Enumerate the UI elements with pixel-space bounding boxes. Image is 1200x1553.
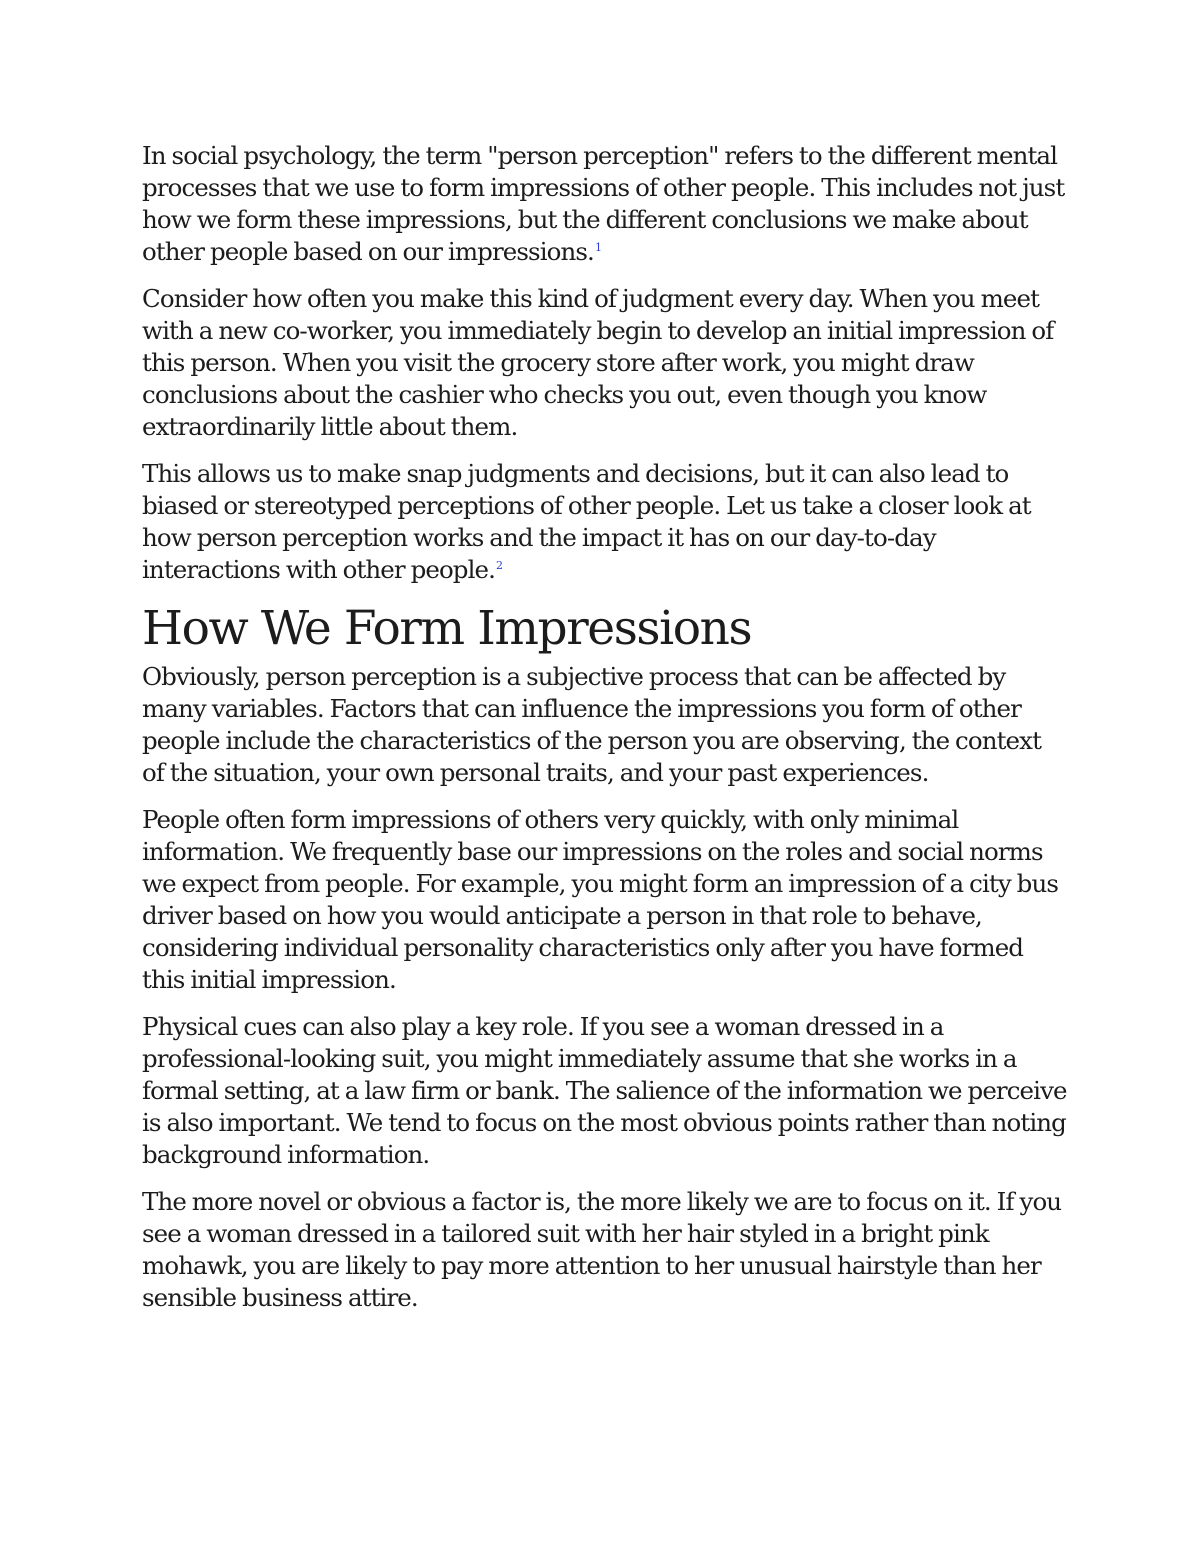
section-paragraph-1: Obviously, person perception is a subjective process that can be affected by many variables. Factors that can influence the impressions you form of other people include the characteristics of the person you are observing, the context of the situation, your own personal traits, and your past experiences. bbox=[142, 662, 1042, 787]
section-paragraph-2: People often form impressions of others very quickly, with only minimal information. We frequently base our impressions on the roles and social norms we expect from people. For example, you might form an impression of a city bus driver based on how you would anticipate a person in that role to behave, considering individual personality characteristics only after you have formed this initial impression. bbox=[142, 805, 1059, 994]
footnote-link-2[interactable]: 2 bbox=[496, 558, 504, 572]
intro-paragraph-1 bbox=[142, 140, 1067, 268]
intro-paragraph-3 bbox=[142, 458, 1067, 586]
section-paragraph-4: The more novel or obvious a factor is, the more likely we are to focus on it. If you see a woman dressed in a tailored suit with her hair styled in a bright pink mohawk, you are likely to pay more attention to her unusual hairstyle than her sensible business attire. bbox=[142, 1187, 1062, 1312]
intro-paragraph-2 bbox=[142, 283, 1067, 443]
paragraph-text: This allows us to make snap judgments and decisions, but it can also lead to biased or stereotyped perceptions of other people. Let us take a closer look at how person perception works and the impact it has on our day-to-day interactions with other people. bbox=[142, 459, 1031, 584]
section-paragraph-3: Physical cues can also play a key role. If you see a woman dressed in a professional-looking suit, you might immediately assume that she works in a formal setting, at a law firm or bank. The salience of the information we perceive is also important. We tend to focus on the most obvious points rather than noting background information. bbox=[142, 1012, 1067, 1169]
footnote-link-1[interactable]: 1 bbox=[594, 240, 602, 254]
paragraph-text: In social psychology, the term "person perception" refers to the different mental processes that we use to form impressions of other people. This includes not just how we form these impressions, but the different conclusions we make about other people based on our impressions. bbox=[142, 141, 1065, 266]
document-body bbox=[142, 140, 1067, 1329]
paragraph-text: Consider how often you make this kind of judgment every day. When you meet with a new co-worker, you immediately begin to develop an initial impression of this person. When you visit the grocery store after work, you might draw conclusions about the cashier who checks you out, even though you know extraordinarily little about them. bbox=[142, 284, 1054, 441]
section-heading: How We Form Impressions bbox=[142, 601, 752, 656]
